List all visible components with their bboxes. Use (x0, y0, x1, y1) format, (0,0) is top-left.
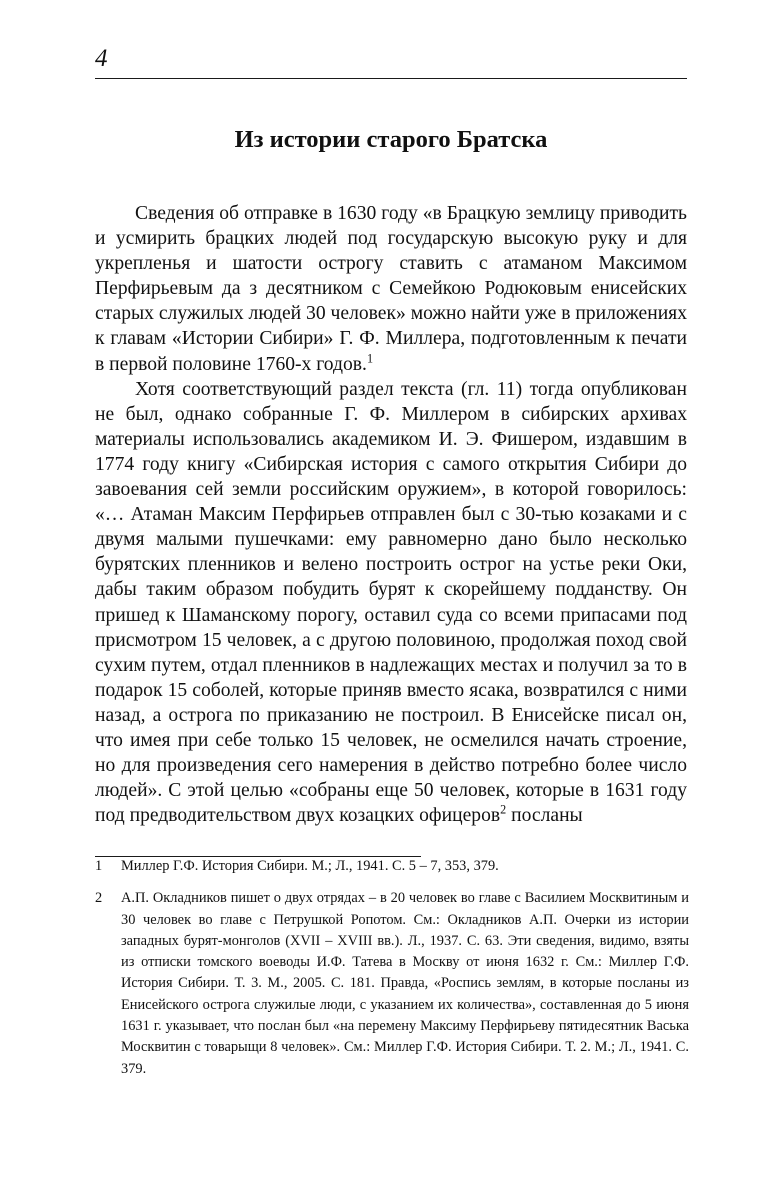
footnote-number: 2 (95, 890, 103, 907)
page-number: 4 (95, 45, 108, 72)
footnote (95, 888, 689, 1080)
page-header (95, 44, 687, 79)
footnote-text: Миллер Г.Ф. История Сибири. М.; Л., 1941. С. 5 – 7, 353, 379. (121, 858, 499, 874)
body-text (95, 201, 687, 828)
paragraph-text-continued: посланы (506, 805, 583, 827)
footnote-reference: 2 (500, 802, 507, 817)
paragraph (95, 201, 687, 377)
footnotes (95, 856, 689, 1080)
paragraph-text: Сведения об отправке в 1630 году «в Брацкую землицу приводить и усмирить брацких людей под государскую высокую руку и для укрепленья и шатости острогу ставить с атаманом Максимом Перфирьевым да з десятником с Семейкою Родюковым енисейских старых служилых людей 30 человек» можно найти уже в приложениях к главам «Истории Сибири» Г. Ф. Миллера, подготовленным к печати в первой половине 1760-х годов. (95, 203, 687, 375)
paragraph (95, 377, 687, 829)
paragraph-text: Хотя соответствующий раздел текста (гл. 11) тогда опубликован не был, однако собранные Г. Ф. Миллером в сибирских архивах материалы использовались академиком И. Э. Фишером, издавшим в 1774 году книгу «Сибирская история с самого открытия Сибири до завоевания сей земли российским оружием», в которой говорилось: «… Атаман Максим Перфирьев отправлен был с 30-тью козаками и с двумя малыми пушечками: ему равномерно дано было несколько бурятских пленников и велено построить острог на устье реки Оки, дабы таким образом побудить бурят к скорейшему подданству. Он пришед к Шаманскому порогу, оставил суда со всеми припасами под присмотром 15 человек, а с другою половиною, продолжая поход свой сухим путем, отдал пленников в надлежащих местах и получил за то в подарок 15 соболей, которые приняв вместо ясака, возвратился с ними назад, а острога по приказанию не построил. В Енисейске писал он, что имея при себе только 15 человек, не осмелился начать строение, но для произведения сего намерения в действо потребно более число людей». С этой целью «собраны еще 50 человек, которые в 1631 году под предводительством двух козацких офицеров (95, 378, 687, 827)
footnote-text: А.П. Окладников пишет о двух отрядах – в 20 человек во главе с Василием Москвитиным и 30 человек во главе с Петрушкой Ропотом. См.: Окладников А.П. Очерки из истории западных бурят-монголов (XVII – XVIII вв.). Л., 1937. С. 63. Эти сведения, видимо, взяты из отписки томского воеводы И.Ф. Татева в Москву от июня 1632 г. См.: Миллер Г.Ф. История Сибири. Т. 3. М., 2005. С. 181. Правда, «Роспись землям, в которые посланы из Енисейского острога служилые люди, с указанием их количества», составленная до 5 июня 1631 г. указывает, что послан был «на перемену Максиму Перфирьеву пятидесятник Васька Москвитин с товарыщи 8 человек». См.: Миллер Г.Ф. История Сибири. Т. 2. М.; Л., 1941. С. 379. (121, 890, 689, 1077)
chapter-title: Из истории старого Братска (234, 126, 548, 153)
footnote-reference: 1 (366, 351, 374, 366)
footnote (95, 856, 689, 877)
footnote-number: 1 (95, 858, 103, 874)
